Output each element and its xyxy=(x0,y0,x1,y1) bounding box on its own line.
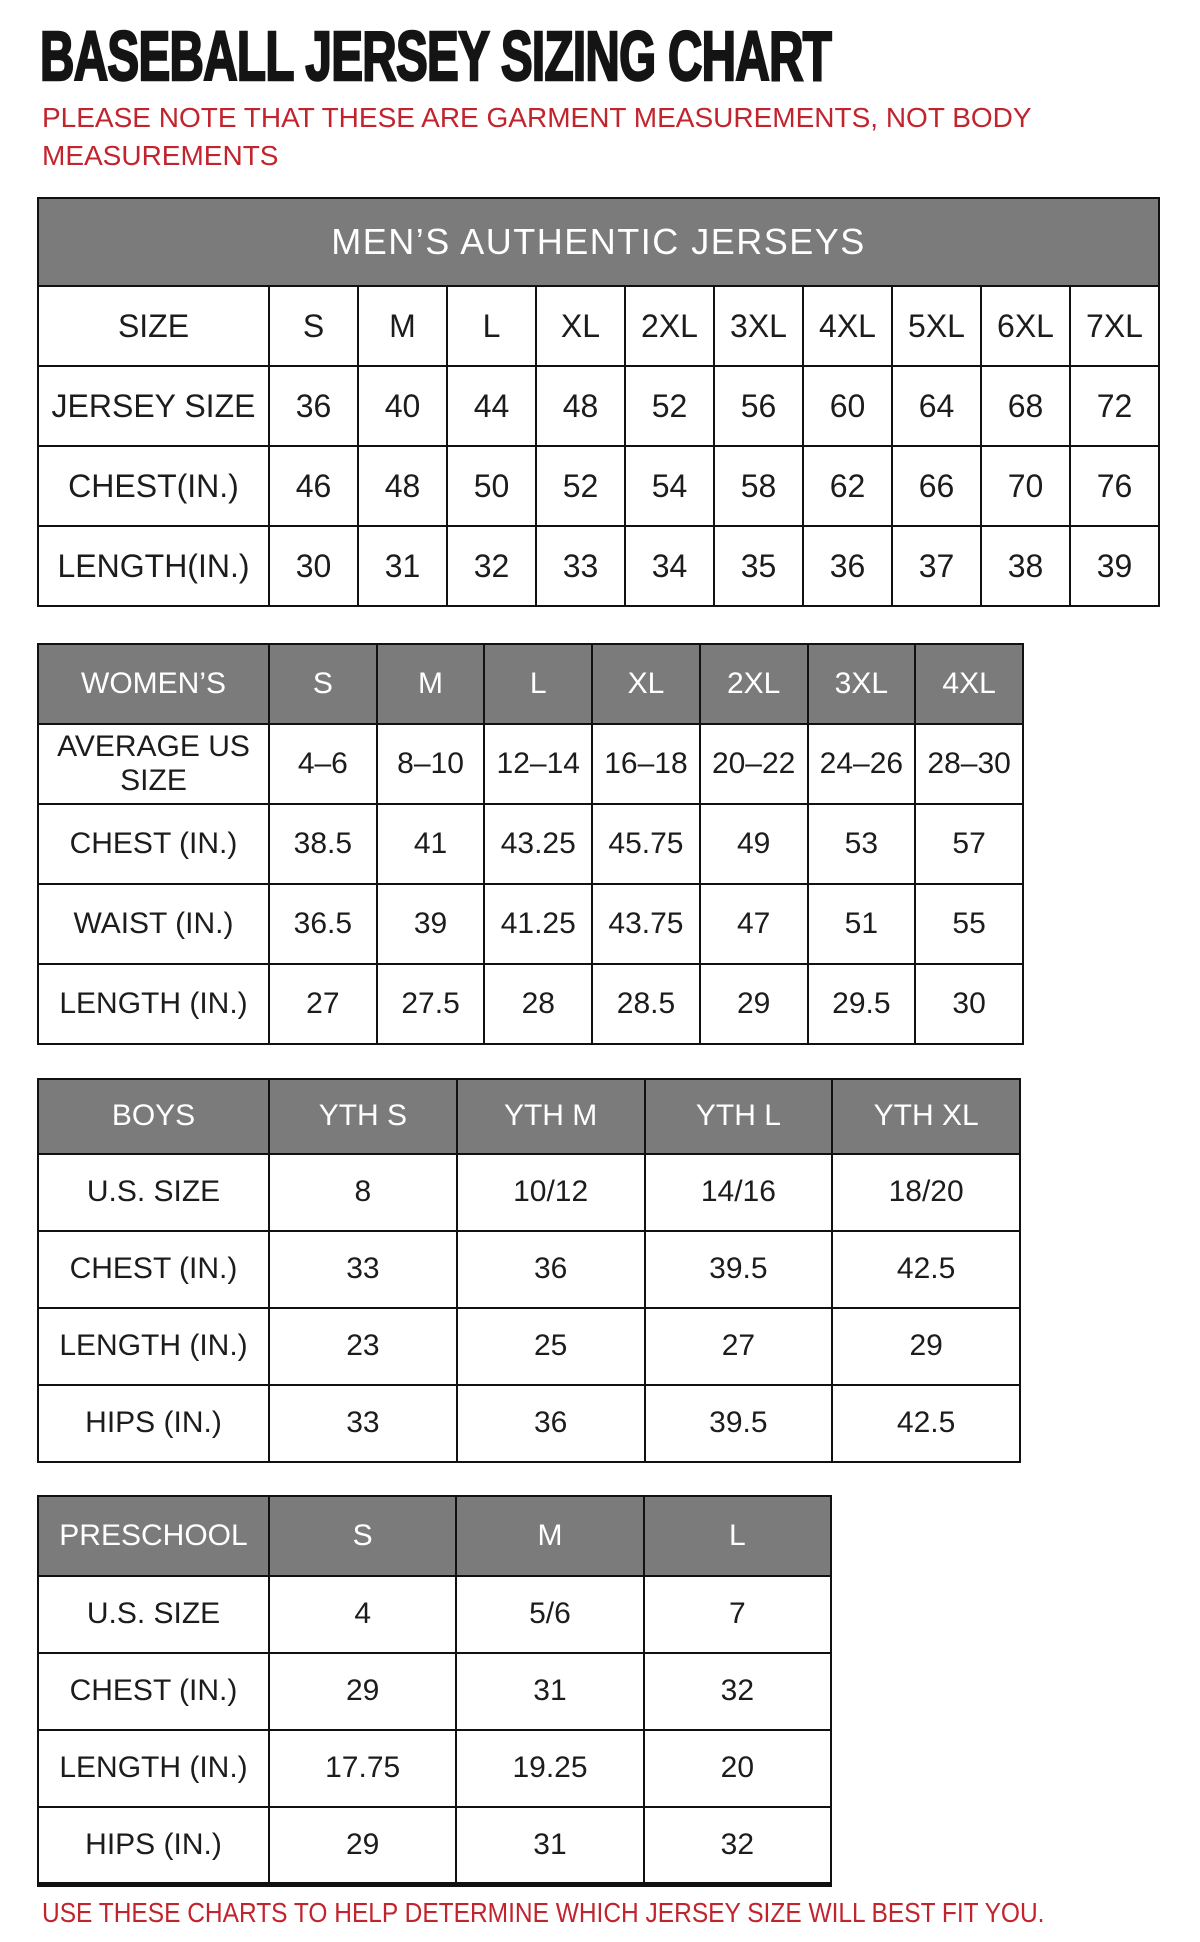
row-label: U.S. SIZE xyxy=(38,1154,269,1231)
cell: 32 xyxy=(644,1807,831,1884)
cell: 72 xyxy=(1070,366,1159,446)
cell: 60 xyxy=(803,366,892,446)
cell: 45.75 xyxy=(592,804,700,884)
cell: 35 xyxy=(714,526,803,606)
cell: 32 xyxy=(447,526,536,606)
column-header-yth-xl: YTH XL xyxy=(832,1079,1020,1154)
row-label: HIPS (IN.) xyxy=(38,1807,269,1884)
cell: 30 xyxy=(915,964,1023,1044)
row-label: LENGTH(IN.) xyxy=(38,526,269,606)
cell: 34 xyxy=(625,526,714,606)
table-row xyxy=(38,1576,831,1653)
cell: 36 xyxy=(803,526,892,606)
column-header-l: L xyxy=(484,644,592,724)
table-row xyxy=(38,1807,831,1884)
cell: 40 xyxy=(358,366,447,446)
cell: 4–6 xyxy=(269,724,377,804)
cell: 8–10 xyxy=(377,724,485,804)
cell: 55 xyxy=(915,884,1023,964)
column-header-2xl: 2XL xyxy=(625,286,714,366)
column-header-label: WOMEN’S xyxy=(38,644,269,724)
cell: 8 xyxy=(269,1154,457,1231)
cell: 39.5 xyxy=(645,1231,833,1308)
table-row xyxy=(38,526,1159,606)
preschool-sizing-table xyxy=(37,1495,832,1887)
table-banner: MEN’S AUTHENTIC JERSEYS xyxy=(38,198,1159,286)
womens-sizing-table-grid xyxy=(37,643,1024,1045)
cell: 41 xyxy=(377,804,485,884)
cell: 43.25 xyxy=(484,804,592,884)
cell: 44 xyxy=(447,366,536,446)
cell: 49 xyxy=(700,804,808,884)
column-header-5xl: 5XL xyxy=(892,286,981,366)
cell: 25 xyxy=(457,1308,645,1385)
cell: 36 xyxy=(457,1231,645,1308)
column-header-3xl: 3XL xyxy=(808,644,916,724)
table-row xyxy=(38,366,1159,446)
column-header-l: L xyxy=(644,1496,831,1576)
cell: 29 xyxy=(832,1308,1020,1385)
mens-authentic-jerseys-table xyxy=(37,197,1160,607)
cell: 48 xyxy=(536,366,625,446)
table-row xyxy=(38,1653,831,1730)
cell: 48 xyxy=(358,446,447,526)
cell: 18/20 xyxy=(832,1154,1020,1231)
column-header-yth-m: YTH M xyxy=(457,1079,645,1154)
cell: 42.5 xyxy=(832,1385,1020,1462)
cell: 56 xyxy=(714,366,803,446)
cell: 62 xyxy=(803,446,892,526)
cell: 29 xyxy=(269,1653,456,1730)
cell: 30 xyxy=(269,526,358,606)
cell: 7 xyxy=(644,1576,831,1653)
row-label: CHEST (IN.) xyxy=(38,1231,269,1308)
cell: 33 xyxy=(269,1231,457,1308)
column-header-xl: XL xyxy=(536,286,625,366)
cell: 10/12 xyxy=(457,1154,645,1231)
cell: 38 xyxy=(981,526,1070,606)
mens-authentic-jerseys-table-grid xyxy=(37,197,1160,607)
table-row xyxy=(38,884,1023,964)
column-header-row xyxy=(38,644,1023,724)
cell: 57 xyxy=(915,804,1023,884)
cell: 37 xyxy=(892,526,981,606)
row-label: WAIST (IN.) xyxy=(38,884,269,964)
cell: 29 xyxy=(269,1807,456,1884)
cell: 58 xyxy=(714,446,803,526)
cell: 16–18 xyxy=(592,724,700,804)
cell: 64 xyxy=(892,366,981,446)
column-header-s: S xyxy=(269,644,377,724)
row-label: LENGTH (IN.) xyxy=(38,1308,269,1385)
row-label: CHEST(IN.) xyxy=(38,446,269,526)
cell: 5/6 xyxy=(456,1576,643,1653)
table-row xyxy=(38,446,1159,526)
cell: 31 xyxy=(358,526,447,606)
cell: 27.5 xyxy=(377,964,485,1044)
cell: 76 xyxy=(1070,446,1159,526)
cell: 29.5 xyxy=(808,964,916,1044)
column-header-yth-l: YTH L xyxy=(645,1079,833,1154)
cell: 14/16 xyxy=(645,1154,833,1231)
table-row xyxy=(38,1308,1020,1385)
cell: 33 xyxy=(536,526,625,606)
table-row xyxy=(38,1231,1020,1308)
table-row xyxy=(38,1154,1020,1231)
column-header-yth-s: YTH S xyxy=(269,1079,457,1154)
table-banner-row xyxy=(38,198,1159,286)
cell: 33 xyxy=(269,1385,457,1462)
cell: 53 xyxy=(808,804,916,884)
best-fit-note: USE THESE CHARTS TO HELP DETERMINE WHICH JERSEY SIZE WILL BEST FIT YOU. xyxy=(42,1897,1045,1928)
cell: 50 xyxy=(447,446,536,526)
column-header-label: PRESCHOOL xyxy=(38,1496,269,1576)
cell: 31 xyxy=(456,1653,643,1730)
garment-measurements-note: PLEASE NOTE THAT THESE ARE GARMENT MEASUREMENTS, NOT BODY MEASUREMENTS xyxy=(42,102,1032,171)
cell: 36 xyxy=(457,1385,645,1462)
cell: 52 xyxy=(625,366,714,446)
column-header-6xl: 6XL xyxy=(981,286,1070,366)
row-label: LENGTH (IN.) xyxy=(38,964,269,1044)
cell: 38.5 xyxy=(269,804,377,884)
row-label: CHEST (IN.) xyxy=(38,1653,269,1730)
row-label: HIPS (IN.) xyxy=(38,1385,269,1462)
cell: 54 xyxy=(625,446,714,526)
table-row xyxy=(38,724,1023,804)
boys-sizing-table-grid xyxy=(37,1078,1021,1463)
cell: 46 xyxy=(269,446,358,526)
row-label: AVERAGE US SIZE xyxy=(38,724,269,804)
cell: 4 xyxy=(269,1576,456,1653)
column-header-m: M xyxy=(358,286,447,366)
column-header-row xyxy=(38,286,1159,366)
table-row xyxy=(38,964,1023,1044)
cell: 68 xyxy=(981,366,1070,446)
column-header-l: L xyxy=(447,286,536,366)
cell: 19.25 xyxy=(456,1730,643,1807)
cell: 66 xyxy=(892,446,981,526)
table-row xyxy=(38,804,1023,884)
column-header-row xyxy=(38,1496,831,1576)
cell: 43.75 xyxy=(592,884,700,964)
column-header-4xl: 4XL xyxy=(915,644,1023,724)
cell: 12–14 xyxy=(484,724,592,804)
cell: 20–22 xyxy=(700,724,808,804)
cell: 28.5 xyxy=(592,964,700,1044)
column-header-2xl: 2XL xyxy=(700,644,808,724)
row-label: U.S. SIZE xyxy=(38,1576,269,1653)
cell: 29 xyxy=(700,964,808,1044)
column-header-xl: XL xyxy=(592,644,700,724)
column-header-4xl: 4XL xyxy=(803,286,892,366)
column-header-label: BOYS xyxy=(38,1079,269,1154)
table-row xyxy=(38,1385,1020,1462)
table-row xyxy=(38,1730,831,1807)
cell: 32 xyxy=(644,1653,831,1730)
cell: 42.5 xyxy=(832,1231,1020,1308)
cell: 47 xyxy=(700,884,808,964)
row-label: CHEST (IN.) xyxy=(38,804,269,884)
row-label: LENGTH (IN.) xyxy=(38,1730,269,1807)
cell: 28 xyxy=(484,964,592,1044)
column-header-row xyxy=(38,1079,1020,1154)
cell: 31 xyxy=(456,1807,643,1884)
cell: 39 xyxy=(1070,526,1159,606)
column-header-7xl: 7XL xyxy=(1070,286,1159,366)
column-header-s: S xyxy=(269,286,358,366)
cell: 36.5 xyxy=(269,884,377,964)
column-header-s: S xyxy=(269,1496,456,1576)
column-header-m: M xyxy=(377,644,485,724)
cell: 28–30 xyxy=(915,724,1023,804)
cell: 70 xyxy=(981,446,1070,526)
cell: 39 xyxy=(377,884,485,964)
cell: 51 xyxy=(808,884,916,964)
boys-sizing-table xyxy=(37,1078,1021,1463)
cell: 24–26 xyxy=(808,724,916,804)
cell: 27 xyxy=(269,964,377,1044)
row-label: JERSEY SIZE xyxy=(38,366,269,446)
column-header-3xl: 3XL xyxy=(714,286,803,366)
cell: 39.5 xyxy=(645,1385,833,1462)
cell: 23 xyxy=(269,1308,457,1385)
womens-sizing-table xyxy=(37,643,1024,1045)
preschool-sizing-table-grid xyxy=(37,1495,832,1887)
cell: 36 xyxy=(269,366,358,446)
cell: 27 xyxy=(645,1308,833,1385)
column-header-m: M xyxy=(456,1496,643,1576)
cell: 52 xyxy=(536,446,625,526)
cell: 17.75 xyxy=(269,1730,456,1807)
cell: 20 xyxy=(644,1730,831,1807)
cell: 41.25 xyxy=(484,884,592,964)
page-title: BASEBALL JERSEY SIZING CHART xyxy=(40,17,832,95)
column-header-label: SIZE xyxy=(38,286,269,366)
